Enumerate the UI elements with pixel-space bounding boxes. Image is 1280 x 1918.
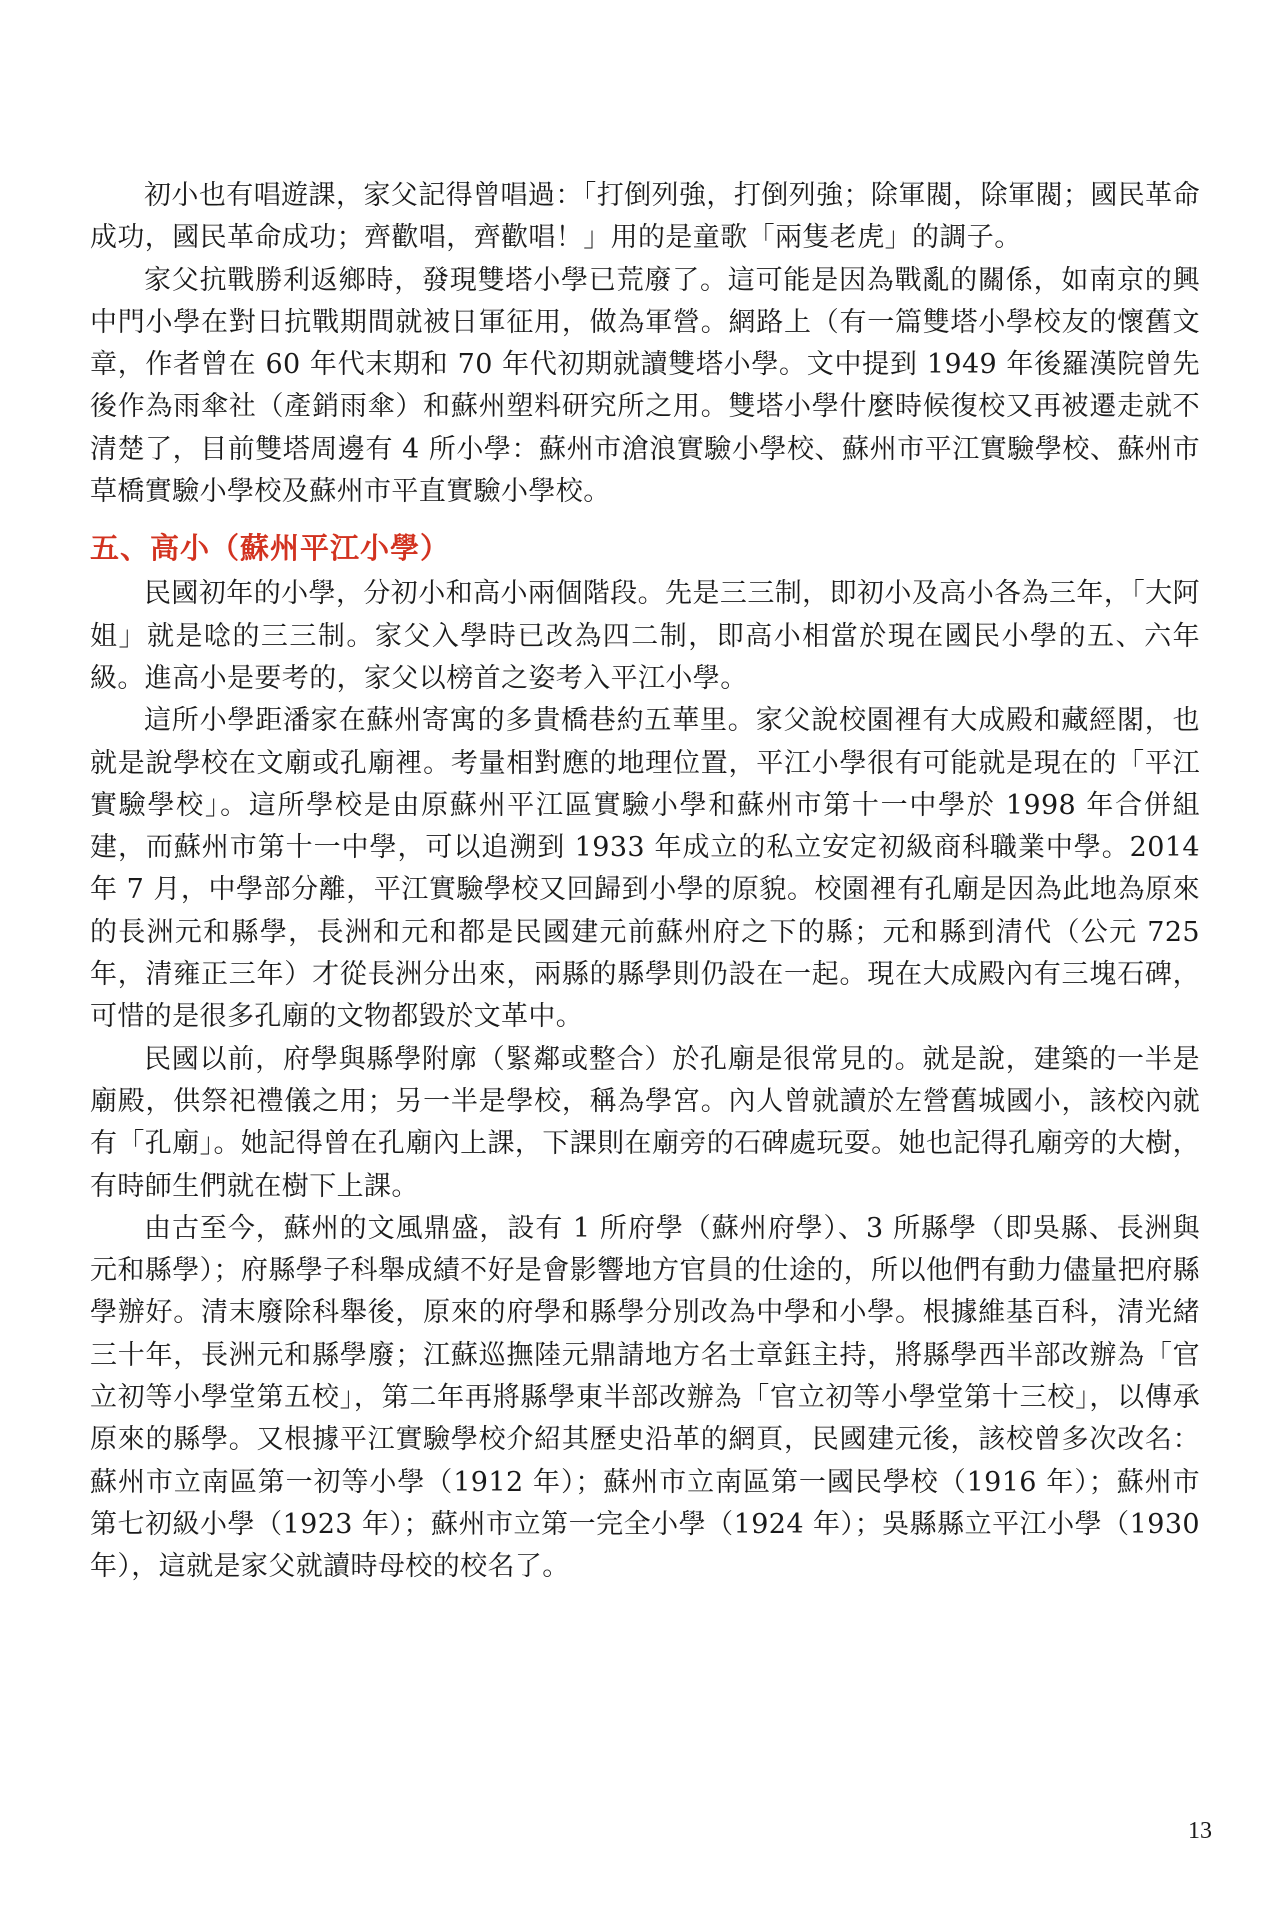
paragraph-pingjiang-school: 這所小學距潘家在蘇州寄寓的多貴橋巷約五華里。家父說校園裡有大成殿和藏經閣，也就是說學校在文廟或孔廟裡。考量相對應的地理位置，平江小學很有可能就是現在的「平江實驗學校」。這所學校是由原蘇州平江區實驗小學和蘇州市第十一中學於 1998 年合併組建，而蘇州市第十一中學，可以追溯到 1933 年成立的私立安定初級商科職業中學。2014 年 7 月，中學部分離，平江實驗學校又回歸到小學的原貌。校園裡有孔廟是因為此地為原來的長洲元和縣學，長洲和元和都是民國建元前蘇州府之下的縣；元和縣到清代（公元 725 年，清雍正三年）才從長洲分出來，兩縣的縣學則仍設在一起。現在大成殿內有三塊石碑，可惜的是很多孔廟的文物都毀於文革中。: [90, 705, 1200, 1033]
paragraph-school-system: 民國初年的小學，分初小和高小兩個階段。先是三三制，即初小及高小各為三年，「大阿姐」就是唸的三三制。家父入學時已改為四二制，即高小相當於現在國民小學的五、六年級。進高小是要考的，家父以榜首之姿考入平江小學。: [90, 578, 1200, 694]
page-content: [90, 175, 1200, 1589]
paragraph-suzhou-history: 由古至今，蘇州的文風鼎盛，設有 1 所府學（蘇州府學）、3 所縣學（即吳縣、長洲與元和縣學）；府縣學子科舉成績不好是會影響地方官員的仕途的，所以他們有動力儘量把府縣學辦好。清末廢除科舉後，原來的府學和縣學分別改為中學和小學。根據維基百科，清光緒三十年，長洲元和縣學廢；江蘇巡撫陸元鼎請地方名士章鈺主持，將縣學西半部改辦為「官立初等小學堂第五校」，第二年再將縣學東半部改辦為「官立初等小學堂第十三校」，以傳承原來的縣學。又根據平江實驗學校介紹其歷史沿革的網頁，民國建元後，該校曾多次改名：蘇州市立南區第一初等小學（1912 年）；蘇州市立南區第一國民學校（1916 年）；蘇州市第七初級小學（1923 年）；蘇州市立第一完全小學（1924 年）；吳縣縣立平江小學（1930 年），這就是家父就讀時母校的校名了。: [90, 1212, 1200, 1583]
paragraph-confucian-temple: 民國以前，府學與縣學附廓（緊鄰或整合）於孔廟是很常見的。就是說，建築的一半是廟殿，供祭祀禮儀之用；另一半是學校，稱為學宮。內人曾就讀於左營舊城國小，該校內就有「孔廟」。她記得曾在孔廟內上課，下課則在廟旁的石碑處玩耍。她也記得孔廟旁的大樹，有時師生們就在樹下上課。: [90, 1043, 1200, 1202]
page-number: 13: [1188, 1818, 1212, 1844]
paragraph-singing-class: 初小也有唱遊課，家父記得曾唱過：「打倒列強，打倒列強；除軍閥，除軍閥；國民革命成功，國民革命成功；齊歡唱，齊歡唱！」用的是童歌「兩隻老虎」的調子。: [90, 180, 1200, 254]
paragraph-shuangta-school: 家父抗戰勝利返鄉時，發現雙塔小學已荒廢了。這可能是因為戰亂的關係，如南京的興中門小學在對日抗戰期間就被日軍征用，做為軍營。網路上（有一篇雙塔小學校友的懷舊文章，作者曾在 60 年代末期和 70 年代初期就讀雙塔小學。文中提到 1949 年後羅漢院曾先後作為雨傘社（產銷雨傘）和蘇州塑料研究所之用。雙塔小學什麼時候復校又再被遷走就不清楚了，目前雙塔周邊有 4 所小學：蘇州市滄浪實驗小學校、蘇州市平江實驗學校、蘇州市草橋實驗小學校及蘇州市平直實驗小學校。: [90, 264, 1200, 508]
section-heading: 五、高小（蘇州平江小學）: [90, 531, 451, 566]
